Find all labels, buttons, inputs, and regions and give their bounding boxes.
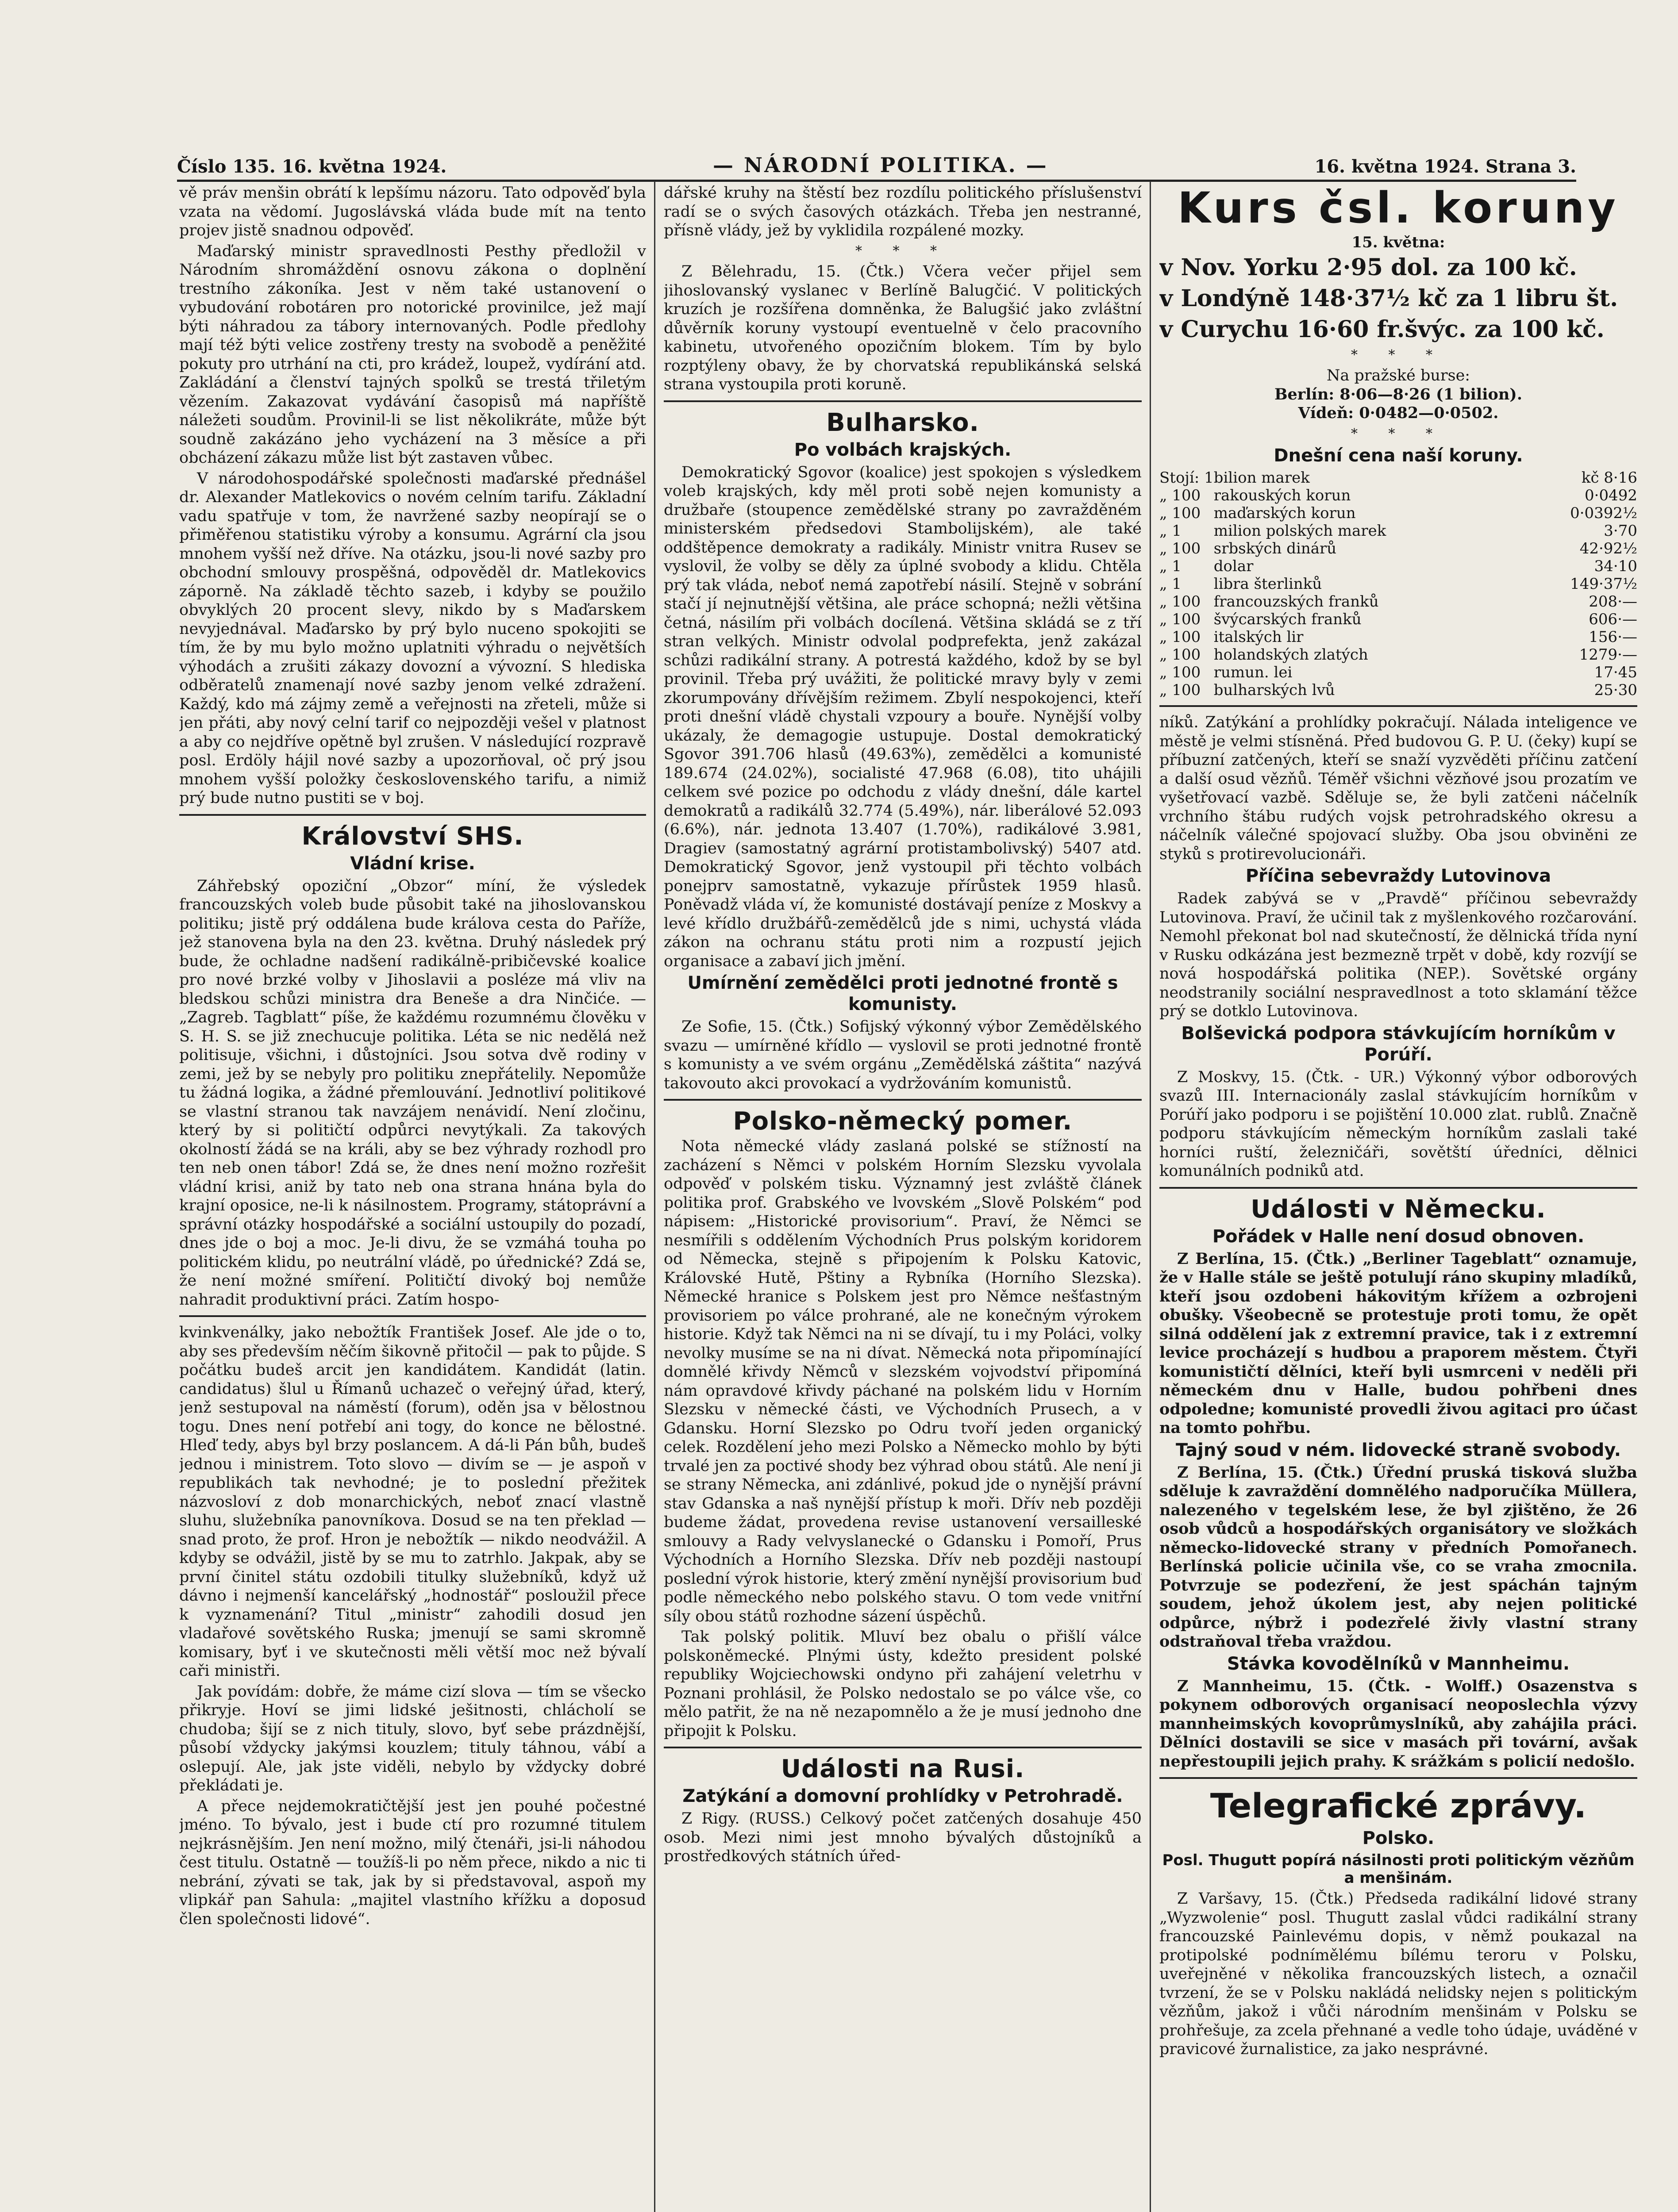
currency-row: [1159, 540, 1637, 557]
currency-row: [1159, 681, 1637, 699]
currency-row: [1159, 593, 1637, 611]
section-divider: [664, 1747, 1142, 1748]
section-subtitle: Tajný soud v ném. lidovecké straně svobody.: [1176, 1440, 1621, 1460]
currency-row: [1159, 611, 1637, 628]
section-subtitle: Umírnění zemědělci proti jednotné frontě s komunisty.: [687, 973, 1118, 1014]
paragraph: A přece nejdemokratičtější jest jen pouhé počestné jméno. To bývalo, jest i bude ctí pro rozumné titulem nejkrásnějším. Jen není možno, milý čtenáři, jsi-li náhodou čest titulu. Ostatně — toužíš-li po něm přece, nikdo a nic ti nebrání, zývati se tak, jak by si představoval, aspoň my vlipkář pan Sahula: „majitel vlastního křížku a doposud člen společnosti lidové“.: [179, 1797, 646, 1928]
separator-stars: * * *: [1351, 347, 1446, 363]
currency-name: holandských zlatých: [1213, 646, 1368, 664]
currency-value: 606·—: [1589, 611, 1637, 628]
section-title: Bulharsko.: [826, 408, 979, 437]
currency-value: 42·92½: [1579, 540, 1637, 557]
row-prefix: „ 100: [1159, 664, 1201, 681]
section-subtitle: Po volbách krajských.: [794, 439, 1012, 460]
currency-name: bilion marek: [1213, 469, 1310, 487]
separator-stars: * * *: [1351, 426, 1446, 442]
section-title: Království SHS.: [301, 822, 524, 851]
currency-name: francouzských franků: [1213, 593, 1379, 611]
row-prefix: „ 100: [1159, 628, 1201, 646]
section-subtitle: Bolševická podpora stávkujícím horníkům v Porúří.: [1181, 1023, 1616, 1065]
paragraph: vě práv menšin obrátí k lepšímu názoru. Tato odpověď byla vzata na vědomí. Jugoslávská vláda bude mít na tento projev jistě snadnou odpověď.: [179, 184, 646, 239]
paragraph: Z Berlína, 15. (Čtk.) Úřední pruská tisková služba sděluje k zavraždění domnělého nadporučíka Müllera, nalezeného v tegelském lese, že byl zjištěno, že 26 osob vůdců a hospodářských organisátory ve složkách německo-lidovecké strany v předních Pomořanech. Berlínská policie učinila vše, co se vraha zmocnila. Potvrzuje se podezření, že jest spáchán tajným soudem, jehož úkolem jest, aby nejen politické odpůrce, nýbrž i podezřelé živly vlastní strany odstraňoval třeba vraždou.: [1159, 1463, 1637, 1651]
currency-value: 149·37½: [1570, 575, 1637, 593]
exchange-rate-title: Kurs čsl. koruny: [1178, 184, 1619, 233]
paragraph: Z Varšavy, 15. (Čtk.) Předseda radikální lidové strany „Wyzwolenie“ posl. Thugutt zaslal vůdci radikální strany francouzské Painlevému dopis, v němž poukazal na protipolské podnímělému bílému teroru v Polsku, uveřejněné v několika francouzských listech, a označil tvrzení, že se v Polsku nakládá nelidsky nejen s politickým vězňům, jakož i vůči národním menšinám v Polsku se prohřešuje, za zcela přehnané a vedle toho údaje, uváděné v pravicové žurnalistice, za jako nesprávné.: [1159, 1890, 1637, 2058]
row-prefix: „ 100: [1159, 504, 1201, 522]
row-prefix: Stojí: 1: [1159, 469, 1214, 487]
paragraph: Záhřebský opoziční „Obzor“ míní, že výsledek francouzských voleb bude působit také na jihoslovanskou politiku; jistě prý oddálena bude králova cesta do Paříže, jež stanovena byla na den 23. května. Druhý následek prý bude, že ochladne nadšení radikálně-pribičevské koalice pro nové brzké volby v Jihoslavii a posléze má vliv na bledskou schůzi ministra dra Beneše a dra Ninčiće. — „Zagreb. Tagblatt“ píše, že každému rozumnému člověku v S. H. S. se již znechucuje politika. Léta se nic nedělá než politisuje, všichni, i důstojníci. Jsou sotva dvě rodiny v zemi, jež by se nebyly pro politiku znepřátelily. Nepomůže tu žádná logika, a žádné přemlouvání. Jednotliví politikové se vlastní stranou tak navzájem nenávidí. Není zločinu, který by si političtí odpůrci nevytýkali. Za takových okolností žádá se na králi, aby se bez výhrady rozhodl pro ten neb onen tábor! Zdá se, že dnes není možno rozřešit vládní krisi, aniž by tato neb ona strana hnána byla do krajní oposice, ne-li k násilnostem. Programy, státoprávní a správní otázky hospodářské a sociální ustoupily do pozadí, dnes jde o boj a moc. Je-li divu, že se vzmáhá touha po politickém klidu, po neutrální vládě, po úřednické? Zdá se, že není možné smíření. Političtí divoký boj nemůže nahradit produktivní práci. Zatím hospo-: [179, 877, 646, 1309]
exchange-rate-date: 15. května:: [1351, 234, 1445, 251]
currency-row: [1159, 469, 1637, 487]
column-1: [179, 184, 646, 2212]
section-subtitle: Příčina sebevraždy Lutovinova: [1245, 866, 1551, 886]
currency-row: [1159, 664, 1637, 681]
currency-row: [1159, 487, 1637, 504]
issue-number: Číslo 135. 16. května 1924.: [177, 156, 447, 177]
currency-name: bulharských lvů: [1213, 681, 1335, 699]
currency-row: [1159, 522, 1637, 540]
section-title: Události na Rusi.: [781, 1755, 1025, 1783]
currency-name: srbských dinárů: [1213, 540, 1337, 557]
column-2: [664, 184, 1142, 2212]
currency-value: 3·70: [1604, 522, 1637, 540]
currency-value: 34·10: [1594, 557, 1637, 575]
paragraph: Z Rigy. (RUSS.) Celkový počet zatčených dosahuje 450 osob. Mezi nimi jest mnoho bývalých důstojníků a prostředkových státních úřed-: [664, 1810, 1142, 1865]
paragraph: Z Mannheimu, 15. (Čtk. - Wolff.) Osazenstva s pokynem odborových organisací neoposlechla výzvy mannheimských kovoprůmyslníků, aby zahájila práci. Dělníci dostavili se sice v masách při tovární, avšak nepřestoupili jejich prahy. K srážkám s policií nedošlo.: [1159, 1677, 1637, 1770]
section-divider: [179, 814, 646, 816]
paragraph: V národohospodářské společnosti maďarské přednášel dr. Alexander Matlekovics o novém celním tarifu. Základní vadu spatřuje v tom, že navržené sazby neopírají se o přiměřenou statistiku výroby a konsumu. Agrární cla jsou mnohem vyšší než dříve. Na otázku, jsou-li nové sazby pro obchodní smlouvy prospěšná, odpověděl dr. Matlekovics záporně. Na základě těchto sazeb, i kdyby se použilo obvyklých 20 procent slevy, nikdo by s Maďarskem nevyjednával. Maďarsko by prý bylo nuceno spokojiti se tím, že by mu bylo možno uplatniti výhradu o největších výhodách a zrušiti zákazy dovozní a vývozní. S hlediska odběratelů znamenají nové sazby jenom velké zdražení. Každý, kdo má zájmy země a veřejnosti na zřeteli, může si jen přáti, aby nový celní tarif co nejpozději vešel v platnost a aby co nejdříve opětně byl zrušen. V následující rozpravě posl. Erdöly hájil nové sazby a upozorňoval, oč prý jsou mnohem vyšší položky československého tarifu, a nimiž prý bude nutno pustiti se v boj.: [179, 469, 646, 807]
column-3: [1159, 184, 1637, 2212]
paragraph: Tak polský politik. Mluví bez obalu o přišlí válce polskoněmecké. Plnými ústy, kdežto president polské republiky Wojciechowski ondyno při zahájení veletrhu v Poznani prohlásil, že Polsko nedostalo se po válce vše, co mělo patřit, že na ně nezapomnělo a že je musí jednoho dne připojit k Polsku.: [664, 1628, 1142, 1740]
section-divider: [1159, 1777, 1637, 1779]
currency-table-title: Dnešní cena naší koruny.: [1274, 445, 1523, 466]
currency-value: 0·0392½: [1570, 504, 1637, 522]
section-subtitle: Vládní krise.: [350, 853, 475, 874]
row-prefix: „ 100: [1159, 681, 1201, 699]
section-subtitle: Polsko.: [1362, 1828, 1435, 1848]
separator-stars: * * *: [855, 243, 951, 259]
currency-row: [1159, 646, 1637, 664]
paragraph: Demokratický Sgovor (koalice) jest spokojen s výsledkem voleb krajských, kdy měl proti sobě nejen komunisty a družbaře (stoupence zemědělské strany po zavražděném ministerském předsedovi Stambolijském), ale také oddštěpence demokraty a radikály. Ministr vnitra Rusev se vyslovil, že volby se děly za úplné svobody a klidu. Chtěla prý tak vláda, neboť nemá zapotřebí násilí. Stejně v sobrání stačí jí nejnutnější většina, ale práce schopná; nežli většina četná, násilím při volbách docílená. Většina skládá se z tří stran velkých. Ministr odvolal podprefekta, jenž zakázal schůzi radikální strany. A potrestá každého, kdož by se byl provinil. Třeba prý uvážiti, že politické mravy byly v zemi zkorumpovány dřívějším režimem. Zbylí nespokojenci, kteří proti dnešní vládě chystali vzpoury a bouře. Nynější volby ukázaly, že demagogie ustupuje. Dostal demokratický Sgovor 391.706 hlasů (49.63%), zemědělci a komunisté 189.674 (24.02%), socialisté 47.968 (6.08), tito uhájili celkem své pozice po odchodu z vlády dnešní, dále kartel demokratů a radikálů 32.774 (5.49%), nár. liberálové 52.093 (6.6%), nár. jednota 13.407 (1.70%), radikálové 3.981, Dragiev (samostatný agrární protistambolivský) 5407 atd. Demokratický Sgovor, jenž vystoupil při těchto volbách ponejprv samostatně, vykazuje přírůstek 1959 hlasů. Poněvadž vláda ví, že komunisté dostávají peníze z Moskvy a levé křídlo družbářů-zemědělců jde s nimi, uchystá vláda zákon na ochranu státu proti nim a rozpustí jejich organisace a zabaví jich jmění.: [664, 463, 1142, 970]
row-prefix: „ 100: [1159, 611, 1201, 628]
section-subtitle: Zatýkání a domovní prohlídky v Petrohradě.: [682, 1786, 1123, 1806]
section-divider: [664, 1099, 1142, 1101]
paragraph: Maďarský ministr spravedlnosti Pesthy předložil v Národním shromáždění osnovu zákona o doplnění trestního zákoníka. Jest v něm také ustanovení o vybudování robotáren pro notorické provinilce, jež mají býti náhradou za tábory internovaných. Podle předlohy mají též býti velice zostřeny tresty na svobodě a peněžité pokuty pro utrhání na cti, pro krádež, loupež, vydírání atd. Zakládání a členství tajných spolků se trestá třiletým vězením. Zakazovat vydávání časopisů má napříště náležeti soudům. Provinil-li se list několikráte, může být soudně zakázáno jeho vycházení na 3 měsíce a při obcházení zákazu může list být zastaven vůbec.: [179, 242, 646, 467]
masthead: — NÁRODNÍ POLITIKA. —: [713, 153, 1048, 177]
section-title: Polsko-německý pomer.: [733, 1107, 1073, 1136]
paragraph: kvinkvenálky, jako nebožtík František Josef. Ale jde o to, aby ses především něčím šikovně přitočil — pak to půjde. S počátku budeš arcit jen kandidátem. Kandidát (latin. candidatus) šlul u Římanů uchazeč o veřejný úřad, který, jenž sestupoval na náměstí (forum), oděn jsa v bělostnou togu. Dnes není potřebí ani togy, do konce ne bělostné. Hleď tedy, abys byl brzy poslancem. A dá-li Pán bůh, budeš jednou i ministrem. Toto slovo — divím se — je aspoň v republikách tak nevhodné; je to poslední přežitek názvosloví z dob monarchických, neboť znací vlastně sluhu, služebníka panovníkova. Dosud se na ten překlad — snad proto, že prof. Hron je nebožtík — nikdo neodvážil. A kdyby se odvážil, jistě by se mu to zatrhlo. Jakpak, aby se první činitel státu ozdobili titulky služebníků, když už dávno i nejmenší kancelářský „hodnostář“ posloužil přece k vyznamenání? Titul „ministr“ zahodili dosud jen vladařové sovětského Ruska; jmenují se sami skromně komisary, byť i ve skutečnosti měli větší moc než bývalí caři ministři.: [179, 1324, 646, 1680]
paragraph: níků. Zatýkání a prohlídky pokračují. Nálada inteligence ve městě je velmi stísněná. Před budovou G. P. U. (čeky) kupí se příbuzní zatčených, kteří se snaží vyzvěděti příčinu zatčení a další osud vězňů. Téměř všichni vězňové jsou prozatím ve vyšetřovací vazbě. Sděluje se, že byli zatčeni náčelník vrchního štábu rudých vojsk petrohradského okresu a náčelník válečné spojovací služby. Oba jsou obviněni ze styků s protirevolucionáři.: [1159, 714, 1637, 863]
currency-row: [1159, 628, 1637, 646]
row-prefix: „ 1: [1159, 557, 1182, 575]
paragraph: Radek zabývá se v „Pravdě“ příčinou sebevraždy Lutovinova. Praví, že učinil tak z myšlenkového rozčarování. Nemohl překonat bol nad skutečností, že dělnická třída nyní v Rusku odkázána jest bezmezně trpět v době, kdy rozvíjí se nová hospodářská politika (NEP.). Sovětské orgány neodstranily sociální nespravedlnost a toto sklamání těžce prý se dotklo Lutovinova.: [1159, 890, 1637, 1020]
row-prefix: „ 100: [1159, 646, 1201, 664]
currency-row: [1159, 557, 1637, 575]
paragraph: Z Moskvy, 15. (Čtk. - UR.) Výkonný výbor odborových svazů III. Internacionály zaslal stávkujícím horníkům v Porúří jako podporu i se pojištění 10.000 zlat. rublů. Značně podporu stávkujícím německým horníkům zaslali také horníci ruští, železničáři, sovětští úředníci, dělnici komunálních podniků atd.: [1159, 1068, 1637, 1180]
rate-london: v Londýně 148·37½ kč za 1 libru št.: [1159, 284, 1618, 312]
column-rule: [654, 181, 655, 2212]
currency-table: [1159, 469, 1637, 699]
currency-row: [1159, 575, 1637, 593]
currency-name: rakouských korun: [1213, 487, 1351, 504]
currency-value: kč 8·16: [1581, 469, 1637, 487]
section-divider: [664, 400, 1142, 402]
currency-name: maďarských korun: [1213, 504, 1356, 522]
currency-name: libra šterlinků: [1213, 575, 1322, 593]
section-divider: [1159, 705, 1637, 707]
rate-berlin: Berlín: 8·06—8·26 (1 bilion).: [1274, 385, 1523, 403]
currency-value: 17·45: [1594, 664, 1637, 681]
section-divider: [1159, 1187, 1637, 1189]
rate-vienna: Vídeň: 0·0482—0·0502.: [1298, 404, 1499, 422]
column-rule: [1150, 181, 1151, 2212]
currency-name: rumun. lei: [1213, 664, 1293, 681]
currency-row: [1159, 504, 1637, 522]
currency-name: dolar: [1213, 557, 1254, 575]
currency-name: milion polských marek: [1213, 522, 1386, 540]
paragraph: Jak povídám: dobře, že máme cizí slova — tím se všecko přikryje. Hoví se jimi lidské ješitnosti, chlácholí se chudoba; šijí se z nich tituly, slovo, byť sebe prázdnější, působí vždycky jakýmsi kouzlem; tituly táhnou, vábí a oslepují. Ale, jak jste viděli, nebylo by vždycky dobré překládati je.: [179, 1682, 646, 1794]
currency-name: švýcarských franků: [1213, 611, 1362, 628]
row-prefix: „ 100: [1159, 487, 1201, 504]
section-title: Události v Německu.: [1251, 1194, 1546, 1224]
rate-new-york: v Nov. Yorku 2·95 dol. za 100 kč.: [1159, 253, 1577, 281]
paragraph: Nota německé vlády zaslaná polské se stížností na zacházení s Němci v polském Horním Slezsku vyvolala odpověď v polském tisku. Významný jest zvláště článek politika prof. Grabského ve lvovském „Slově Polském“ pod nápisem: „Historické provisorium“. Praví, že Němci se nesmířili s oddělením Východních Prus polským koridorem od Německa, stejně s připojením k Polsku Katovic, Královské Hutě, Pštiny a Rybníka (Horního Slezska). Německé hranice s Polskem jest pro Němce nešťastným provisoriem po válce prohrané, ale ne konečným výrokem historie. Když tak Němci na ni se dívají, tu i my Poláci, volky nevolky musíme se na ni dívat. Německá nota připomínající domnělé křivdy Němců v slezském vojvodství připomíná nám opravdové křivdy páchané na polském lidu v Horním Slezsku v německé části, ve Východních Prusech, a v Gdansku. Horní Slezsko po Odru tvoří jeden organický celek. Rozdělení jeho mezi Polsko a Německo mohlo by býti trvalé jen za poctivé shody bez výhrad obou států. Ale není ji se strany Německa, ani zdánlivé, pokud jde o nynější právní stav Gdanska a naš nynější přístup k moři. Dřív neb později budeme žádat, provedena revise ustanovení versailleské smlouvy a Rady velvyslanecké o Gdansku i Pomoří, Prus Východních a Horního Slezska. Dřív neb později nastoupí poslední výrok historie, který změní nynější provisorium buď podle německého nebo polského stavu. O tom vede vnitřní síly obou států rozhodne sázení úspěchů.: [664, 1137, 1142, 1625]
telegraph-news-title: Telegrafické zprávy.: [1210, 1786, 1587, 1825]
currency-value: 156·—: [1589, 628, 1637, 646]
currency-name: italských lir: [1213, 628, 1304, 646]
currency-value: 25·30: [1594, 681, 1637, 699]
currency-value: 1279·—: [1579, 646, 1637, 664]
row-prefix: „ 100: [1159, 540, 1201, 557]
section-divider: [179, 1315, 646, 1317]
section-subtitle: Posl. Thugutt popírá násilnosti proti politickým vězňům a menšinám.: [1162, 1851, 1635, 1887]
currency-value: 208·—: [1589, 593, 1637, 611]
date-and-page: 16. května 1924. Strana 3.: [1314, 156, 1576, 177]
row-prefix: „ 1: [1159, 575, 1182, 593]
page-header: [177, 150, 1576, 182]
section-subtitle: Stávka kovodělníků v Mannheimu.: [1227, 1653, 1570, 1674]
section-subtitle: Pořádek v Halle není dosud obnoven.: [1212, 1226, 1585, 1247]
paragraph: Z Bělehradu, 15. (Čtk.) Včera večer přijel sem jihoslovanský vyslanec v Berlíně Balugčić. V politických kruzích je rozšířena domněnka, že Balugšić jako zvláštní důvěrník koruny vystoupí eventuelně v čelo pracovního kabinetu, utvořeného opozičním blokem. Tím by bylo rozptýleny obavy, že by chorvatská republikánská selská strana vystoupila proti koruně.: [664, 263, 1142, 393]
paragraph: Z Berlína, 15. (Čtk.) „Berliner Tageblatt“ oznamuje, že v Halle stále se ještě potulují ráno skupiny mladíků, kteří jsou ozdobeni hákovitým křížem a ozbrojeni obušky. Všeobecně se protestuje proti tomu, že opět silná oddělení jak z extremní pravice, tak i z extremní levice procházejí s hudbou a praporem městem. Čtyři komunističtí dělníci, kteří byli usmrceni v neděli při německém dnu v Halle, budou pohřbeni dnes odpoledne; komunisté provedli živou agitaci pro účast na tomto pohřbu.: [1159, 1249, 1637, 1437]
paragraph: dářské kruhy na štěstí bez rozdílu politického příslušenství radí se o svých časových otázkách. Třeba jen nestranné, přísně vlády, jež by vyklidila rozpálené mozky.: [664, 184, 1142, 239]
prague-exchange-title: Na pražské burse:: [1326, 367, 1470, 384]
rate-zurich: v Curychu 16·60 fr.švýc. za 100 kč.: [1159, 315, 1605, 343]
paragraph: Ze Sofie, 15. (Čtk.) Sofijský výkonný výbor Zemědělského svazu — umírněné křídlo — vyslovil se proti jednotné frontě s komunisty a ve svém orgánu „Zemědělská záštita“ nazývá takovouto akci provokací a vydržováním komunistů.: [664, 1018, 1142, 1092]
currency-value: 0·0492: [1585, 487, 1637, 504]
row-prefix: „ 100: [1159, 593, 1201, 611]
row-prefix: „ 1: [1159, 522, 1182, 540]
